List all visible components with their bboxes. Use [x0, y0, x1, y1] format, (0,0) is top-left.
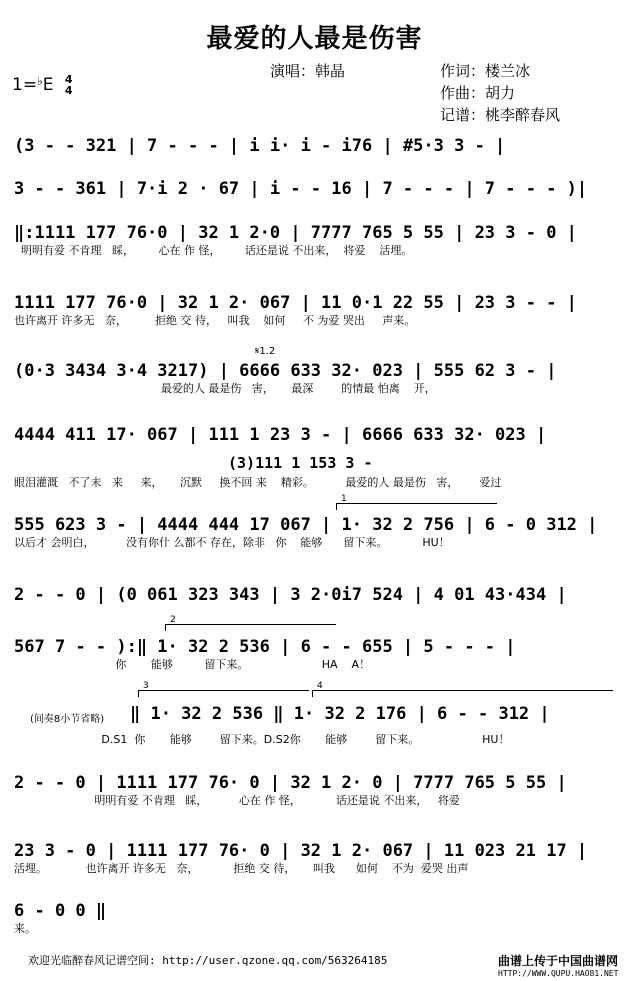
- volta-bracket-4: [312, 681, 613, 697]
- notation-line: 2 - - 0 | 1111 177 76· 0 | 32 1 2· 0 | 7777 765 5 55 |: [14, 773, 567, 793]
- transcriber-credit: 记谱：桃李醉春风: [440, 106, 561, 124]
- score-row-9: [14, 636, 618, 672]
- notation-line: 1111 177 76·0 | 32 1 2· 067 | 11 0·1 22 55 | 23 3 - - |: [14, 293, 577, 313]
- volta-number: 4: [317, 681, 323, 691]
- score-row-10: [130, 703, 618, 725]
- notation-line: (3 - - 321 | 7 - - - | i i· i - i76 | #5·3 3 - |: [14, 136, 506, 156]
- score-row-6-lyrics: [14, 476, 618, 490]
- score-row-10-lyrics: [14, 733, 618, 747]
- lyrics-line: 来。: [14, 922, 36, 935]
- notation-line: 567 7 - - ):‖ 1· 32 2 536 | 6 - - 655 | 5 - - - |: [14, 637, 516, 657]
- volta-number: 1: [341, 494, 347, 504]
- composer-credit: 作曲：胡力: [440, 84, 516, 102]
- lyrics-line: 最爱的人 最是伤 害， 最深 的情最 怕离 开，: [14, 382, 436, 395]
- lyrics-line: 活埋。 也许离开 许多无 奈， 拒绝 交 待， 叫我 如何 不为 爱哭 出声: [14, 862, 469, 875]
- singer-credit: 演唱：韩晶: [270, 62, 346, 80]
- segno-number: 1.2: [259, 346, 276, 357]
- segno-icon: 𝄋: [255, 346, 260, 357]
- score-row-4: [14, 292, 618, 328]
- song-title: 最爱的人最是伤害: [206, 24, 423, 54]
- volta-bracket-1: [336, 494, 497, 510]
- volta-bracket-3: [138, 681, 309, 697]
- lyrics-line: 以后才 会明白， 没有你什 么都不 存在，除非 你 能够 留下来。 HU！: [14, 536, 450, 549]
- notation-line: ‖:1111 177 76·0 | 32 1 2·0 | 7777 765 5 55 | 23 3 - 0 |: [14, 223, 577, 243]
- flat-icon: ♭: [37, 74, 43, 88]
- interlude-note: (间奏8小节省略): [30, 714, 105, 725]
- notation-line: 2 - - 0 | (0 061 323 343 | 3 2·0i7 524 | 4 01 43·434 |: [14, 585, 567, 605]
- notation-line: 6 - 0 0 ‖: [14, 901, 107, 921]
- lyrics-line: 明明有爱 不肯理 睬， 心在 作 怪， 话还是说 不出来， 将爱: [14, 794, 460, 807]
- score-row-7: [14, 514, 618, 550]
- key-signature: [12, 74, 73, 96]
- score-row-1: [14, 135, 618, 157]
- lyrics-line: 你 能够 留下来。 HA A！: [14, 658, 371, 671]
- time-top: 4: [64, 73, 73, 86]
- notation-line: 4444 411 17· 067 | 111 1 23 3 - | 6666 633 32· 023 |: [14, 425, 547, 445]
- volta-bracket-2: [165, 615, 336, 631]
- segno-label: [255, 346, 275, 357]
- volta-number: 3: [143, 681, 149, 691]
- lyrics-line: D.S1 你 能够 留下来。D.S2你 能够 留下来。 HU！: [14, 733, 510, 746]
- score-row-5: [14, 360, 618, 396]
- score-row-8: [14, 584, 618, 606]
- score-row-3: [14, 222, 618, 258]
- lyrics-line: 眼泪灌溉 不了未 来 来， 沉默 换不回 来 精彩。 最爱的人 最是伤 害， 爱过: [14, 476, 502, 489]
- score-row-13: [14, 900, 618, 936]
- key-note: E: [42, 75, 54, 95]
- time-signature: [65, 74, 73, 96]
- key-label: 1=: [12, 75, 38, 95]
- notation-line: 3 - - 361 | 7·i 2 · 67 | i - - 16 | 7 - - - | 7 - - - )|: [14, 179, 588, 199]
- volta-number: 2: [170, 615, 176, 625]
- notation-line: 23 3 - 0 | 1111 177 76· 0 | 32 1 2· 067 | 11 023 21 17 |: [14, 841, 588, 861]
- score-row-2: [14, 178, 618, 200]
- lyricist-credit: 作词：楼兰冰: [440, 62, 531, 80]
- watermark-site-name: 曲谱上传于中国曲谱网: [498, 954, 619, 968]
- score-row-12: [14, 840, 618, 876]
- watermark-site-url: HTTP://WWW.QUPU.HAO81.NET: [498, 969, 619, 978]
- score-row-11: [14, 772, 618, 808]
- notation-line: (0·3 3434 3·4 3217) | 6666 633 32· 023 | 555 62 3 - |: [14, 361, 557, 381]
- notation-line: 555 623 3 - | 4444 444 17 067 | 1· 32 2 756 | 6 - 0 312 |: [14, 515, 598, 535]
- lyrics-line: 也许离开 许多无 奈， 拒绝 交 待， 叫我 如何 不 为爱 哭出 声来。: [14, 314, 416, 327]
- time-bottom: 4: [64, 84, 73, 97]
- alternate-notation: (3)111 1 153 3 -: [228, 454, 373, 472]
- lyrics-line: 明明有爱 不肯理 睬， 心在 作 怪， 话还是说 不出来， 将爱 活埋。: [14, 244, 413, 257]
- notation-line: ‖ 1· 32 2 536 ‖ 1· 32 2 176 | 6 - - 312 |: [130, 704, 550, 724]
- score-row-6: [14, 424, 618, 446]
- footer-credit: 欢迎光临醉春风记谱空间: http://user.qzone.qq.com/563264185: [28, 954, 388, 967]
